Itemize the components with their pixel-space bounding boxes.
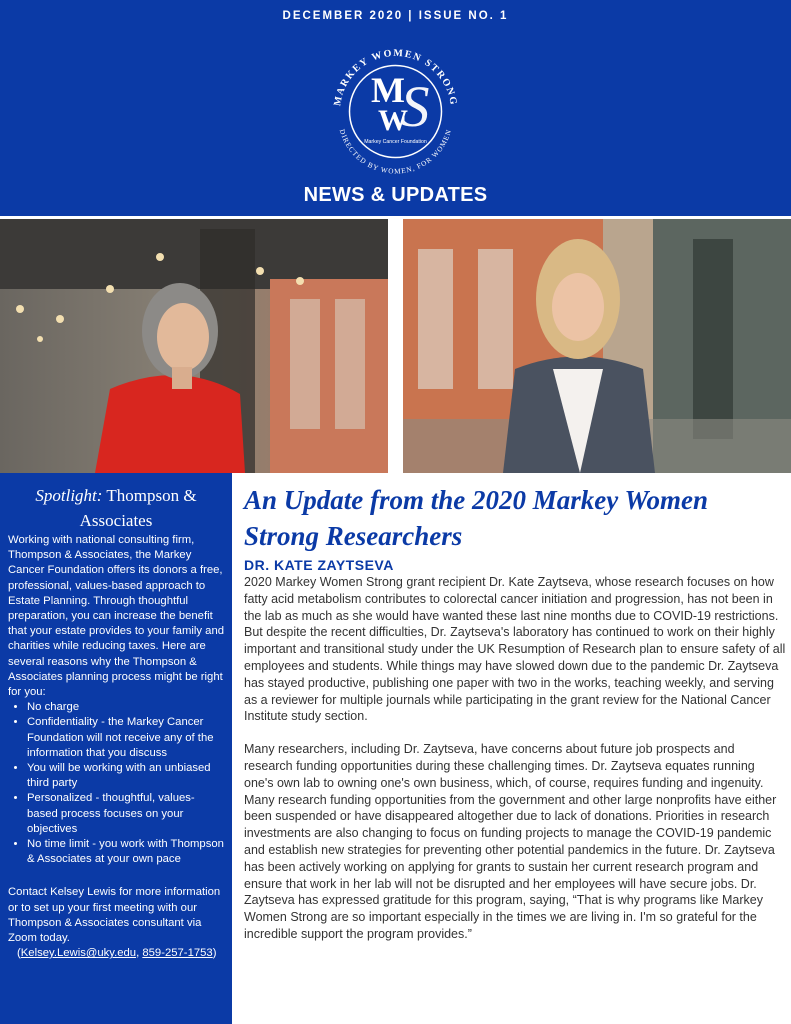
researcher-photo-right [403, 219, 791, 473]
article-paragraph-2: Many researchers, including Dr. Zaytseva, have concerns about future job prospects and research funding opportunities during these challenging times. Dr. Zaytseva equates running one's own lab to owning one's own business, which, of course, requires funding and ingenuity. Many research funding opportunities from the government and other large nonprofits have either been suspended or have disappeared altogether due to lack of donations. Priorities in research investments are also changing to focus on funding projects to manage the COVID-19 pandemic and establish new strategies for preventing other potential pandemics in the future. Dr. Zaytseva has been actively working on applying for grants to sustain her current research program and ensure that work in her lab will not be disrupted and her employees will have secure jobs. Dr. Zaytseva has expressed gratitude for this program, saying, “That is why programs like Markey Women Strong are so important especially in the times we are living in. I'm so grateful for the incredible support the program provides.” [244, 742, 777, 941]
spotlight-heading [8, 483, 224, 533]
spotlight-heading-label: Spotlight: [35, 486, 103, 505]
phone-link[interactable]: 859-257-1753 [142, 947, 213, 960]
spotlight-reasons-list [8, 700, 224, 867]
researcher-photo-left [0, 219, 388, 473]
logo-ring-top-text: MARKEY WOMEN STRONG [332, 47, 459, 107]
contact-links [8, 946, 224, 961]
logo-monogram-m: M [371, 70, 405, 110]
article [244, 482, 786, 943]
spotlight-sidebar [0, 473, 232, 1024]
section-title: NEWS & UPDATES [303, 184, 488, 206]
article-paragraph-1: 2020 Markey Women Strong grant recipient Dr. Kate Zaytseva, whose research focuses on how fatty acid metabolism contributes to colorectal cancer initiation and progression, has not been in the lab as much as she would have wanted these last nine months due to COVID-19 restrictions. But despite the recent difficulties, Dr. Zaytseva's laboratory has continued to work on their highly important and transitional study under the UK Resumption of Research plan to ensure safety of all employees and students. While things may have slowed down due to the pandemic Dr. Zaytseva has stayed productive, publishing one paper with two in the works, teaching weekly, and serving as a reviewer for multiple journals while participating in the grant review for the National Cancer Institute study section. [244, 575, 786, 724]
logo-monogram-w: W [378, 104, 408, 137]
contact-close-paren: ) [212, 947, 217, 960]
email-link[interactable]: Kelsey.Lewis@uky.edu [20, 947, 137, 960]
issue-line: DECEMBER 2020 | ISSUE NO. 1 [282, 10, 509, 22]
contact-text: Contact Kelsey Lewis for more information or to set up your first meeting with our Thompson & Associates consultant via Zoom today. [8, 886, 221, 945]
spotlight-heading-name: Thompson & Associates [79, 486, 197, 530]
header-banner [0, 0, 791, 216]
logo-foundation-text: Markey Cancer Foundation [364, 139, 427, 145]
article-author: DR. KATE ZAYTSEVA [244, 557, 394, 573]
contact-open-paren: ( [17, 947, 21, 960]
list-item: • Confidentiality - the Markey Cancer Foundation will not receive any of the information that you discuss [27, 715, 224, 761]
list-item: • Personalized - thoughtful, values-based process focuses on your objectives [27, 791, 224, 837]
logo-ring-bottom-text: DIRECTED BY WOMEN, FOR WOMEN [337, 128, 454, 176]
logo-monogram-s: S [400, 74, 430, 139]
markey-women-strong-logo [318, 34, 473, 189]
list-item: • No time limit - you work with Thompson & Associates at your own pace [27, 837, 224, 867]
list-item: • You will be working with an unbiased third party [27, 761, 224, 791]
article-title: An Update from the 2020 Markey Women Strong Researchers [244, 485, 709, 551]
spotlight-intro: Working with national consulting firm, Thompson & Associates, the Markey Cancer Foundation offers its donors a free, professional, values-based approach to Estate Planning. Through thoughtful preparation, you can increase the benefit that your estate provides to your family and charities while reducing taxes. Here are several reasons why the Thompson & Associates planning process might be right for you: [8, 534, 225, 699]
contact-separator: , [136, 947, 143, 960]
list-item: • No charge [27, 700, 224, 715]
